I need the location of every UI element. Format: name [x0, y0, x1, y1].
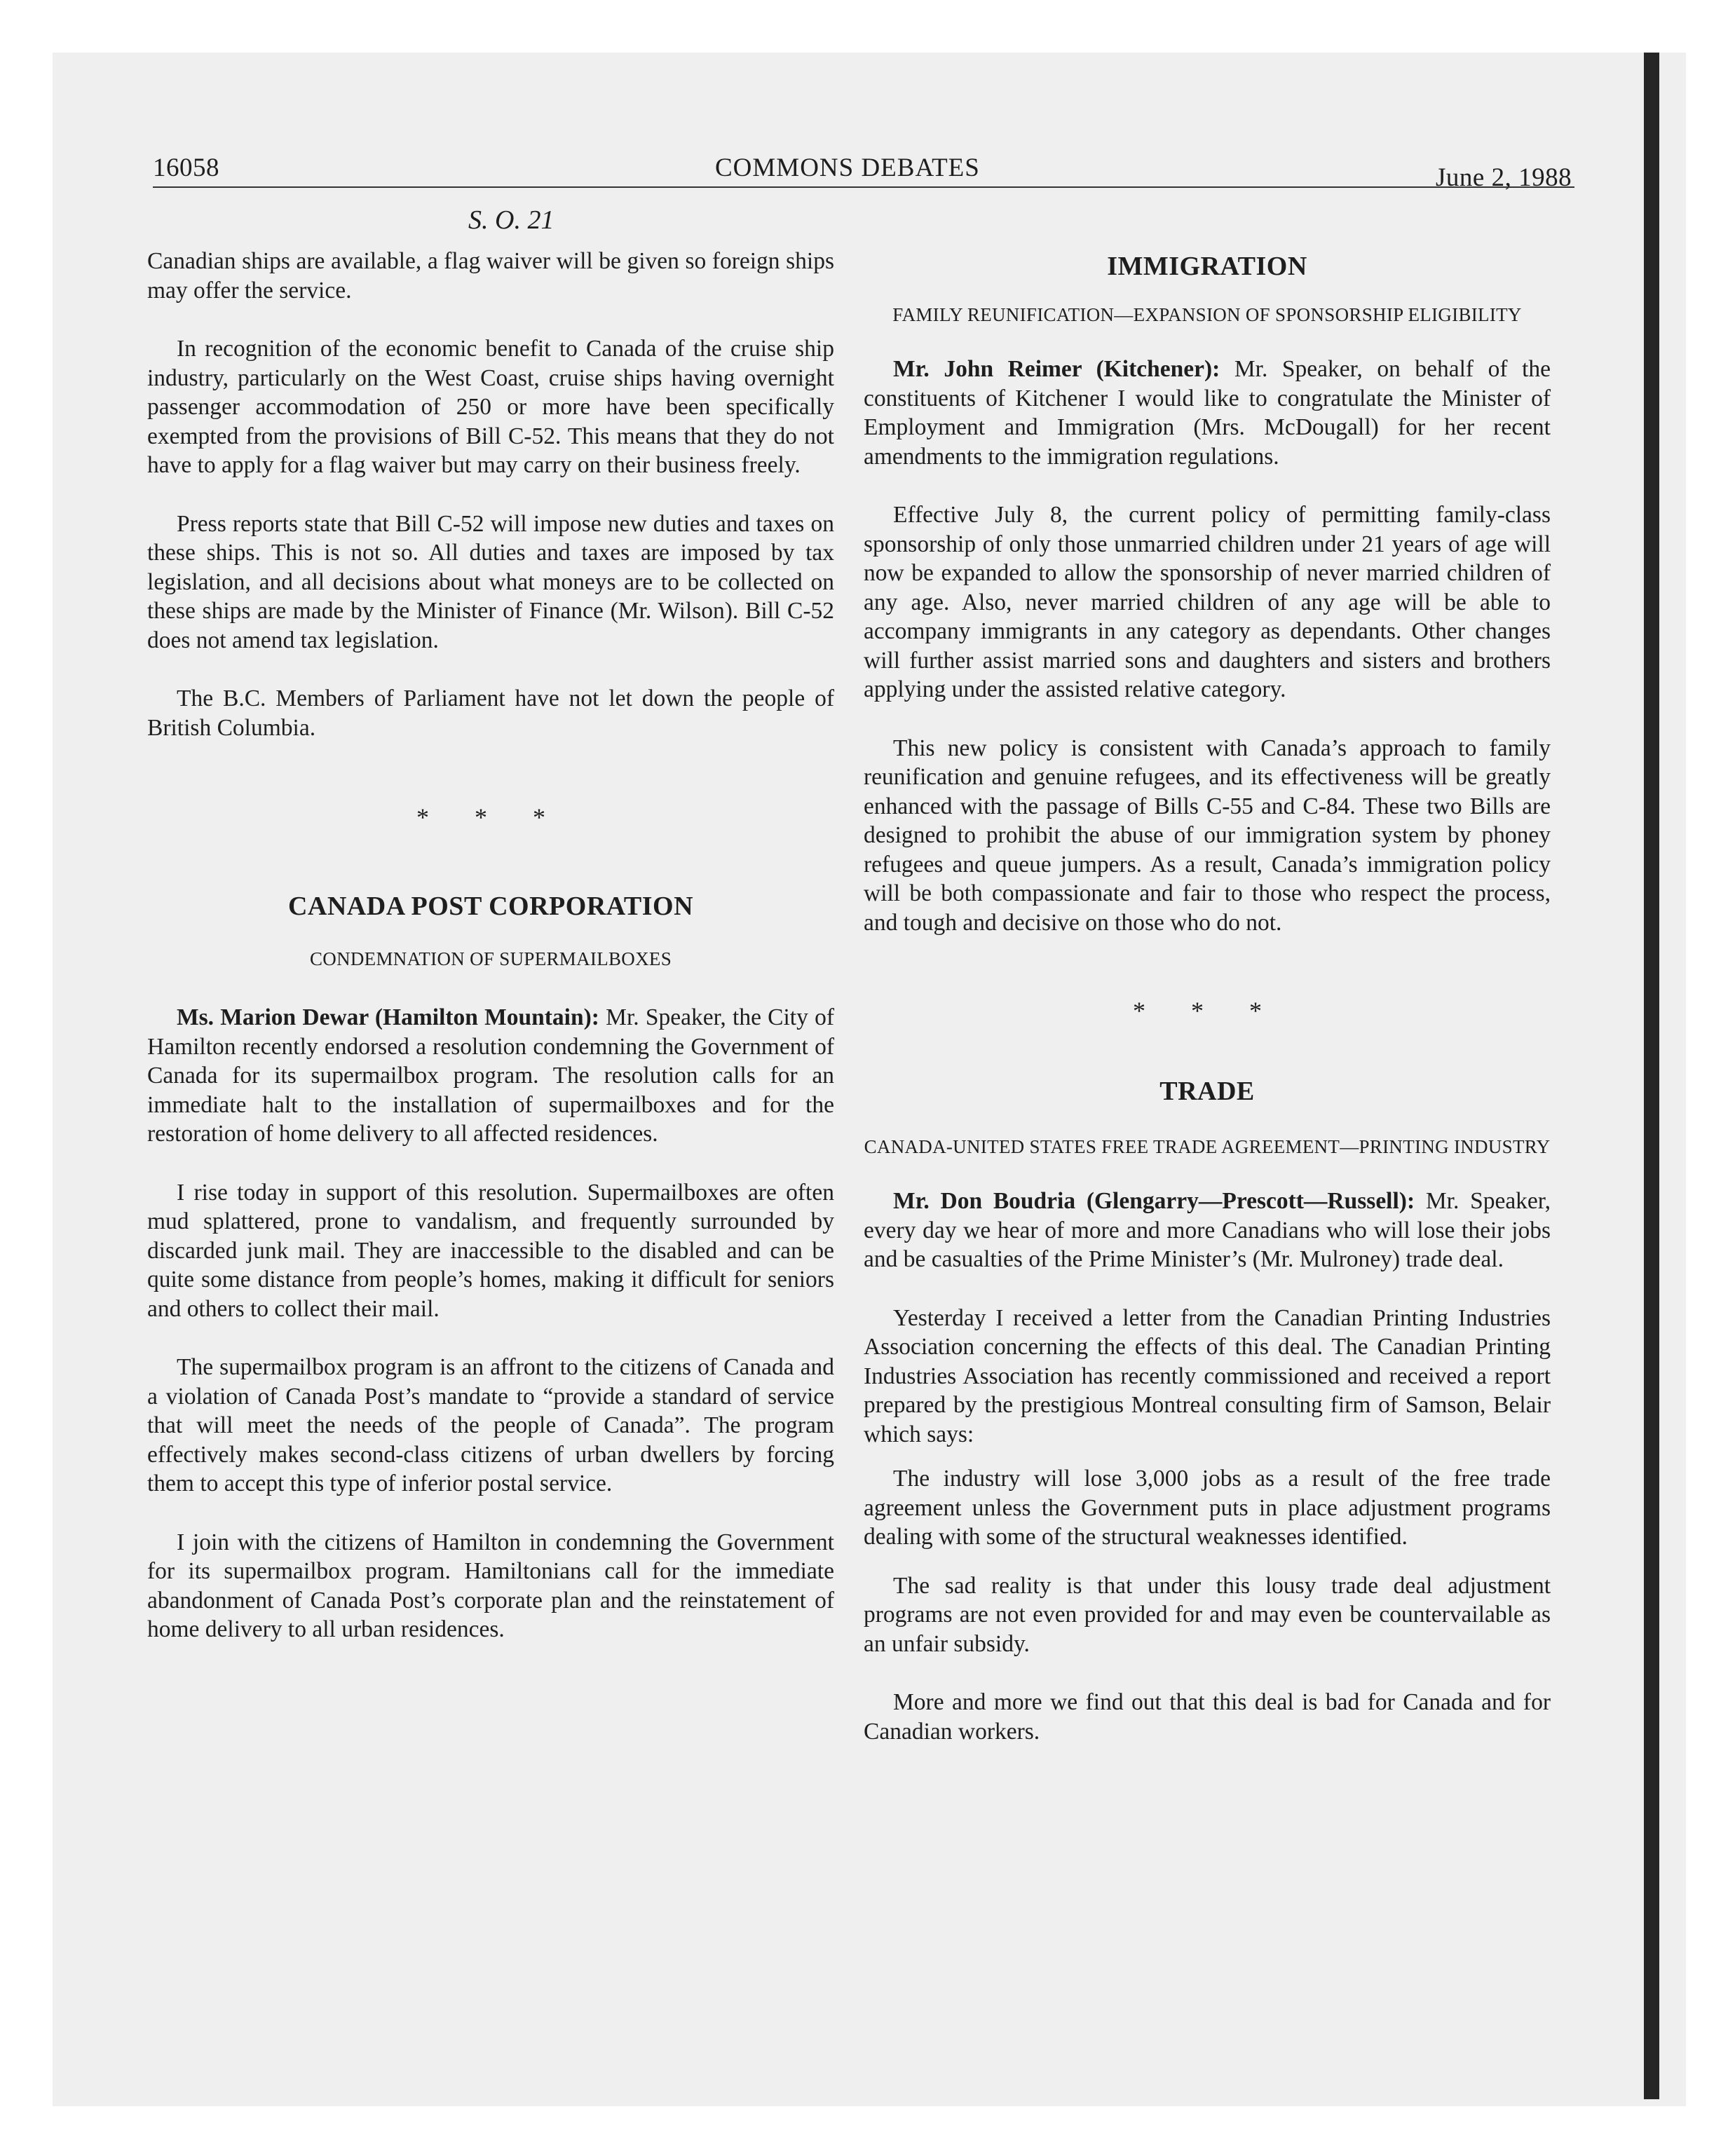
header-rule	[153, 186, 1574, 188]
paragraph: The B.C. Members of Parliament have not let down the people of British Columbia.	[147, 685, 834, 741]
page-number: 16058	[153, 153, 219, 182]
paragraph: Canadian ships are available, a flag waiver will be given so foreign ships may offer the service.	[147, 248, 834, 303]
speaker-name: Ms. Marion Dewar (Hamilton Mountain):	[177, 1004, 599, 1030]
section-separator: * * *	[1133, 997, 1281, 1025]
paragraph: Mr. Don Boudria (Glengarry—Prescott—Russell): Mr. Speaker, every day we hear of more and more Canadians who will lose their jobs and be casualties of the Prime Minister’s (Mr. Mulroney) trade deal.	[864, 1188, 1551, 1272]
section-marker: S. O. 21	[468, 205, 554, 235]
section-heading: TRADE	[1159, 1077, 1255, 1106]
section-separator: * * *	[416, 803, 565, 831]
publication-date: June 2, 1988	[1436, 163, 1572, 192]
section-subheading: FAMILY REUNIFICATION—EXPANSION OF SPONSORSHIP ELIGIBILITY	[892, 304, 1522, 325]
paragraph: This new policy is consistent with Canada’s approach to family reunification and genuine refugees, and its effectiveness will be greatly enhanced with the passage of Bills C-55 and C-84. These two Bills are designed to prohibit the abuse of our immigration system by phoney refugees and queue jumpers. As a result, Canada’s immigration policy will be both compassionate and fair to those who respect the process, and tough and decisive on those who do not.	[864, 735, 1551, 936]
paragraph: The supermailbox program is an affront to the citizens of Canada and a violation of Canada Post’s mandate to “provide a standard of service that will meet the needs of the people of Canada”. The program effectively makes second-class citizens of urban dwellers by forcing them to accept this type of inferior postal service.	[147, 1354, 834, 1496]
paragraph: More and more we find out that this deal is bad for Canada and for Canadian workers.	[864, 1689, 1551, 1745]
paragraph: Ms. Marion Dewar (Hamilton Mountain): Mr. Speaker, the City of Hamilton recently endorsed a resolution condemning the Government of Canada for its supermailbox program. The resolution calls for an immediate halt to the installation of supermailboxes and for the restoration of home delivery to all affected residences.	[147, 1004, 834, 1147]
paragraph: Effective July 8, the current policy of permitting family-class sponsorship of only those unmarried children under 21 years of age will now be expanded to allow the sponsorship of never married children of any age. Also, never married children of any age will be able to accompany immigrants in any category as dependants. Other changes will further assist married sons and daughters and sisters and brothers applying under the assisted relative category.	[864, 502, 1551, 702]
paragraph: I join with the citizens of Hamilton in condemning the Government for its supermailbox program. Hamiltonians call for the immediate abandonment of Canada Post’s corporate plan and the reinstatement of home delivery to all urban residences.	[147, 1529, 834, 1642]
paragraph: The sad reality is that under this lousy trade deal adjustment programs are not even provided for and may even be countervailable as an unfair subsidy.	[864, 1572, 1551, 1657]
paragraph: Press reports state that Bill C-52 will impose new duties and taxes on these ships. This is not so. All duties and taxes are imposed by tax legislation, and all decisions about what moneys are to be collected on these ships are made by the Minister of Finance (Mr. Wilson). Bill C-52 does not amend tax legislation.	[147, 510, 834, 653]
paragraph: I rise today in support of this resolution. Supermailboxes are often mud splattered, prone to vandalism, and frequently surrounded by discarded junk mail. They are inaccessible to the disabled and can be quite some distance from people’s homes, making it difficult for seniors and others to collect their mail.	[147, 1179, 834, 1322]
paragraph: In recognition of the economic benefit to Canada of the cruise ship industry, particularly on the West Coast, cruise ships having overnight passenger accommodation of 250 or more have been specifically exempted from the provisions of Bill C-52. This means that they do not have to apply for a flag waiver but may carry on their business freely.	[147, 336, 834, 478]
speaker-name: Mr. Don Boudria (Glengarry—Prescott—Russell):	[893, 1188, 1415, 1214]
right-column	[864, 247, 1551, 1746]
section-subheading: CONDEMNATION OF SUPERMAILBOXES	[309, 948, 672, 969]
publication-title: COMMONS DEBATES	[715, 153, 980, 182]
section-heading: IMMIGRATION	[1107, 252, 1307, 281]
scan-edge-shadow	[1644, 53, 1659, 2099]
paragraph: Yesterday I received a letter from the Canadian Printing Industries Association concerning the effects of this deal. The Canadian Printing Industries Association has recently commissioned and received a report prepared by the prestigious Montreal consulting firm of Samson, Belair which says:	[864, 1304, 1551, 1447]
block-quote: The industry will lose 3,000 jobs as a result of the free trade agreement unless the Government puts in place adjustment programs dealing with some of the structural weaknesses identified.	[864, 1466, 1551, 1550]
paragraph: Mr. John Reimer (Kitchener): Mr. Speaker, on behalf of the constituents of Kitchener I would like to congratulate the Minister of Employment and Immigration (Mrs. McDougall) for her recent amendments to the immigration regulations.	[864, 356, 1551, 470]
speaker-name: Mr. John Reimer (Kitchener):	[893, 356, 1220, 382]
section-subheading: CANADA-UNITED STATES FREE TRADE AGREEMENT—PRINTING INDUSTRY	[864, 1136, 1551, 1157]
left-column	[147, 247, 834, 1644]
section-heading: CANADA POST CORPORATION	[287, 892, 694, 921]
